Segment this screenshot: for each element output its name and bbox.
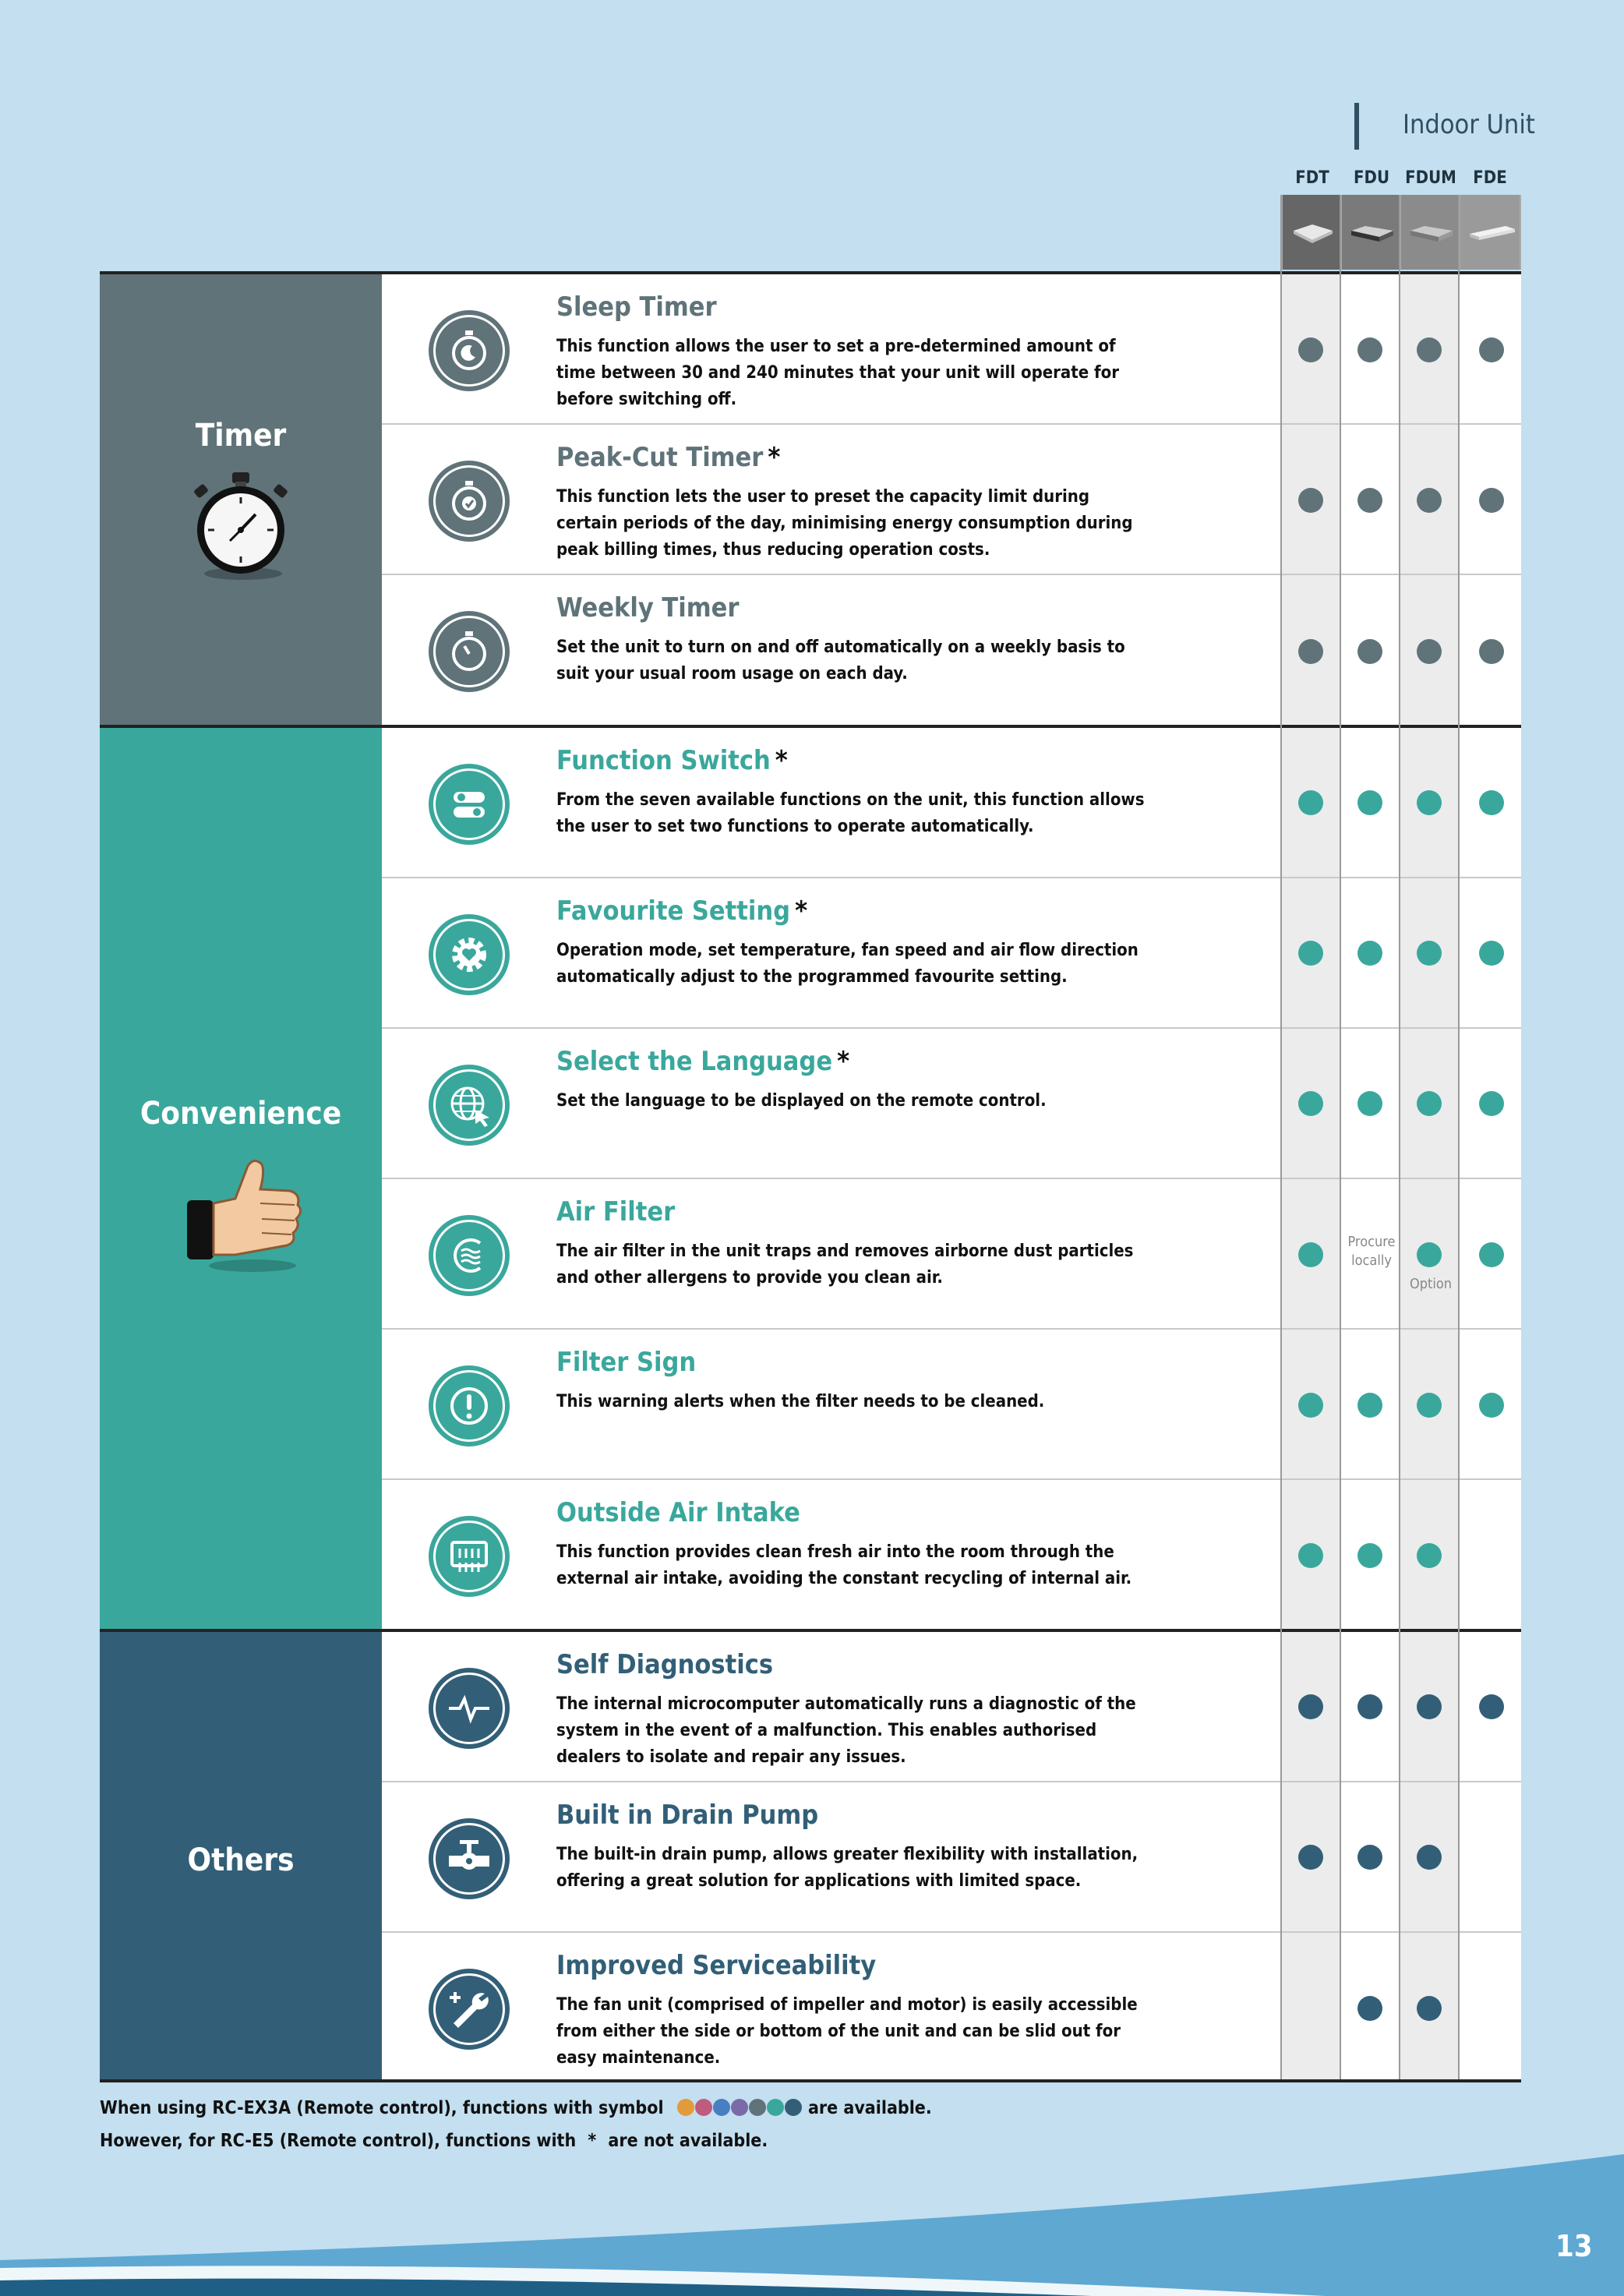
availability-dot	[1417, 488, 1442, 513]
air-intake-icon	[429, 1516, 510, 1597]
remote-unsupported-star: *	[795, 895, 808, 927]
thumbs-up-icon	[181, 1153, 305, 1278]
availability-dot	[1479, 1694, 1504, 1719]
bottom-wave-decoration	[0, 2135, 1624, 2296]
feature-description: This function provides clean fresh air into the room through the external air intake, avoiding the constant recycling of internal air.	[556, 1542, 1132, 1588]
availability-dot	[1479, 337, 1504, 362]
footer-text: However, for RC-E5 (Remote control), functions with	[100, 2131, 577, 2151]
availability-dot	[1298, 1091, 1323, 1116]
valve-icon	[429, 1818, 510, 1899]
feature-title: Outside Air Intake	[556, 1497, 800, 1528]
indoor-unit-heading: Indoor Unit	[1403, 109, 1535, 140]
availability-dot	[1417, 1845, 1442, 1870]
availability-dot	[1357, 1996, 1382, 2021]
air-filter-icon	[429, 1215, 510, 1296]
availability-dot	[1479, 639, 1504, 664]
feature-row-filter-sign	[382, 1330, 1521, 1480]
availability-dot	[1357, 488, 1382, 513]
availability-dot	[1479, 1393, 1504, 1418]
availability-dot	[1357, 1845, 1382, 1870]
unit-label-fde: FDE	[1473, 168, 1507, 188]
availability-dot	[1298, 790, 1323, 815]
feature-description: This function allows the user to set a pre-determined amount of time between 30 and 240 minutes that your unit will operate for before switching off.	[556, 337, 1120, 409]
feature-row-select-language	[382, 1029, 1521, 1179]
availability-dot	[1298, 1845, 1323, 1870]
unit-label-fdu: FDU	[1353, 168, 1390, 188]
symbol-dot	[731, 2099, 748, 2116]
availability-dot	[1417, 639, 1442, 664]
footer-star: *	[588, 2131, 597, 2151]
feature-row-drain-pump	[382, 1782, 1521, 1933]
symbol-dot	[749, 2099, 766, 2116]
globe-icon	[429, 1065, 510, 1146]
unit-image-fdt	[1281, 195, 1340, 270]
category-timer	[100, 274, 382, 726]
availability-dot	[1298, 337, 1323, 362]
remote-unsupported-star: *	[775, 745, 788, 776]
feature-title: Filter Sign	[556, 1347, 697, 1378]
function-switch-icon	[429, 764, 510, 845]
feature-description: From the seven available functions on the unit, this function allows the user to set two functions to operate automatically.	[556, 790, 1145, 836]
feature-title: Function Switch	[556, 745, 771, 776]
symbol-dot	[713, 2099, 730, 2116]
feature-description: Set the language to be displayed on the remote control.	[556, 1091, 1047, 1111]
unit-image-fdum	[1400, 195, 1459, 270]
availability-dot	[1479, 1091, 1504, 1116]
symbol-dot	[785, 2099, 802, 2116]
stopwatch-icon	[187, 469, 293, 581]
availability-dot	[1417, 1543, 1442, 1568]
feature-row-outside-air-intake	[382, 1480, 1521, 1630]
availability-dot	[1417, 1242, 1442, 1267]
wrench-icon	[429, 1969, 510, 2050]
category-others	[100, 1630, 382, 2079]
availability-dot	[1357, 1694, 1382, 1719]
availability-dot	[1479, 941, 1504, 966]
availability-dot	[1417, 941, 1442, 966]
availability-dot	[1417, 1996, 1442, 2021]
pulse-icon	[429, 1668, 510, 1749]
grid-line	[1399, 195, 1400, 2079]
unit-image-fdu	[1340, 195, 1400, 270]
category-label-others: Others	[187, 1842, 295, 1878]
unit-image-fde	[1459, 195, 1521, 270]
availability-dot	[1357, 1393, 1382, 1418]
page-number: 13	[1555, 2229, 1593, 2263]
footer-note-ex3a	[100, 2098, 932, 2118]
feature-title: Improved Serviceability	[556, 1950, 877, 1981]
feature-description: The internal microcomputer automatically runs a diagnostic of the system in the event of a malfunction. This enables authorised dealers to isolate and repair any issues.	[556, 1694, 1136, 1767]
availability-dot	[1357, 1091, 1382, 1116]
footer-text: are not available.	[608, 2131, 768, 2151]
feature-title: Favourite Setting	[556, 895, 791, 927]
availability-dot	[1357, 941, 1382, 966]
feature-description: Operation mode, set temperature, fan speed and air flow direction automatically adjust to the programmed favourite setting.	[556, 941, 1139, 987]
availability-dot	[1417, 1091, 1442, 1116]
symbol-legend	[677, 2098, 808, 2118]
gear-heart-icon	[429, 914, 510, 995]
feature-title: Peak-Cut Timer	[556, 442, 764, 473]
peak-cut-timer-icon	[429, 461, 510, 542]
feature-row-peak-cut-timer	[382, 425, 1521, 575]
remote-unsupported-star: *	[768, 442, 781, 473]
availability-dot	[1357, 639, 1382, 664]
footer-text: are available.	[807, 2098, 932, 2118]
availability-dot	[1298, 639, 1323, 664]
availability-dot	[1417, 337, 1442, 362]
feature-title: Sleep Timer	[556, 291, 717, 323]
availability-dot	[1298, 1543, 1323, 1568]
option-note: Option	[1409, 1276, 1453, 1292]
feature-row-self-diagnostics	[382, 1632, 1521, 1782]
feature-description: Set the unit to turn on and off automatically on a weekly basis to suit your usual room usage on each day.	[556, 638, 1125, 684]
feature-title: Self Diagnostics	[556, 1649, 774, 1680]
category-convenience	[100, 726, 382, 1630]
procure-locally-note: Procure locally	[1347, 1234, 1396, 1269]
availability-dot	[1479, 1242, 1504, 1267]
availability-dot	[1417, 1694, 1442, 1719]
feature-description: The built-in drain pump, allows greater flexibility with installation, offering a great solution for applications with limited space.	[556, 1845, 1139, 1891]
availability-dot	[1298, 1393, 1323, 1418]
availability-dot	[1298, 1694, 1323, 1719]
category-label-timer: Timer	[195, 418, 287, 454]
category-label-convenience: Convenience	[139, 1096, 342, 1132]
symbol-dot	[767, 2099, 784, 2116]
feature-title: Select the Language	[556, 1046, 833, 1077]
availability-dot	[1298, 1242, 1323, 1267]
availability-dot	[1357, 790, 1382, 815]
availability-dot	[1298, 488, 1323, 513]
availability-dot	[1357, 337, 1382, 362]
availability-dot	[1417, 790, 1442, 815]
footer-note-e5	[100, 2131, 768, 2151]
unit-label-fdum: FDUM	[1405, 168, 1456, 188]
feature-row-favourite-setting	[382, 878, 1521, 1029]
symbol-dot	[695, 2099, 712, 2116]
availability-dot	[1479, 488, 1504, 513]
feature-description: The fan unit (comprised of impeller and motor) is easily accessible from either the side or bottom of the unit and can be slid out for easy maintenance.	[556, 1995, 1138, 2068]
unit-label-fdt: FDT	[1295, 168, 1329, 188]
feature-description: This function lets the user to preset the capacity limit during certain periods of the day, minimising energy consumption during peak billing times, thus reducing operation costs.	[556, 487, 1133, 560]
feature-row-improved-serviceability	[382, 1933, 1521, 2083]
warning-icon	[429, 1365, 510, 1446]
availability-dot	[1417, 1393, 1442, 1418]
availability-dot	[1357, 1543, 1382, 1568]
header-accent-bar	[1354, 103, 1359, 150]
weekly-timer-icon	[429, 611, 510, 692]
feature-title: Weekly Timer	[556, 592, 740, 623]
feature-title: Built in Drain Pump	[556, 1800, 819, 1831]
feature-title: Air Filter	[556, 1196, 676, 1227]
footer-text: When using RC-EX3A (Remote control), functions with symbol	[100, 2098, 664, 2118]
feature-row-weekly-timer	[382, 575, 1521, 726]
remote-unsupported-star: *	[837, 1046, 850, 1077]
grid-line	[1340, 195, 1341, 2079]
grid-line	[1458, 195, 1460, 2079]
feature-description: The air filter in the unit traps and removes airborne dust particles and other allergens to provide you clean air.	[556, 1242, 1134, 1288]
availability-dot	[1479, 790, 1504, 815]
feature-row-function-switch	[382, 728, 1521, 878]
availability-dot	[1298, 941, 1323, 966]
symbol-dot	[677, 2099, 694, 2116]
grid-line	[1280, 195, 1282, 2079]
feature-row-sleep-timer	[382, 274, 1521, 425]
sleep-timer-icon	[429, 310, 510, 391]
feature-description: This warning alerts when the filter needs to be cleaned.	[556, 1392, 1045, 1411]
